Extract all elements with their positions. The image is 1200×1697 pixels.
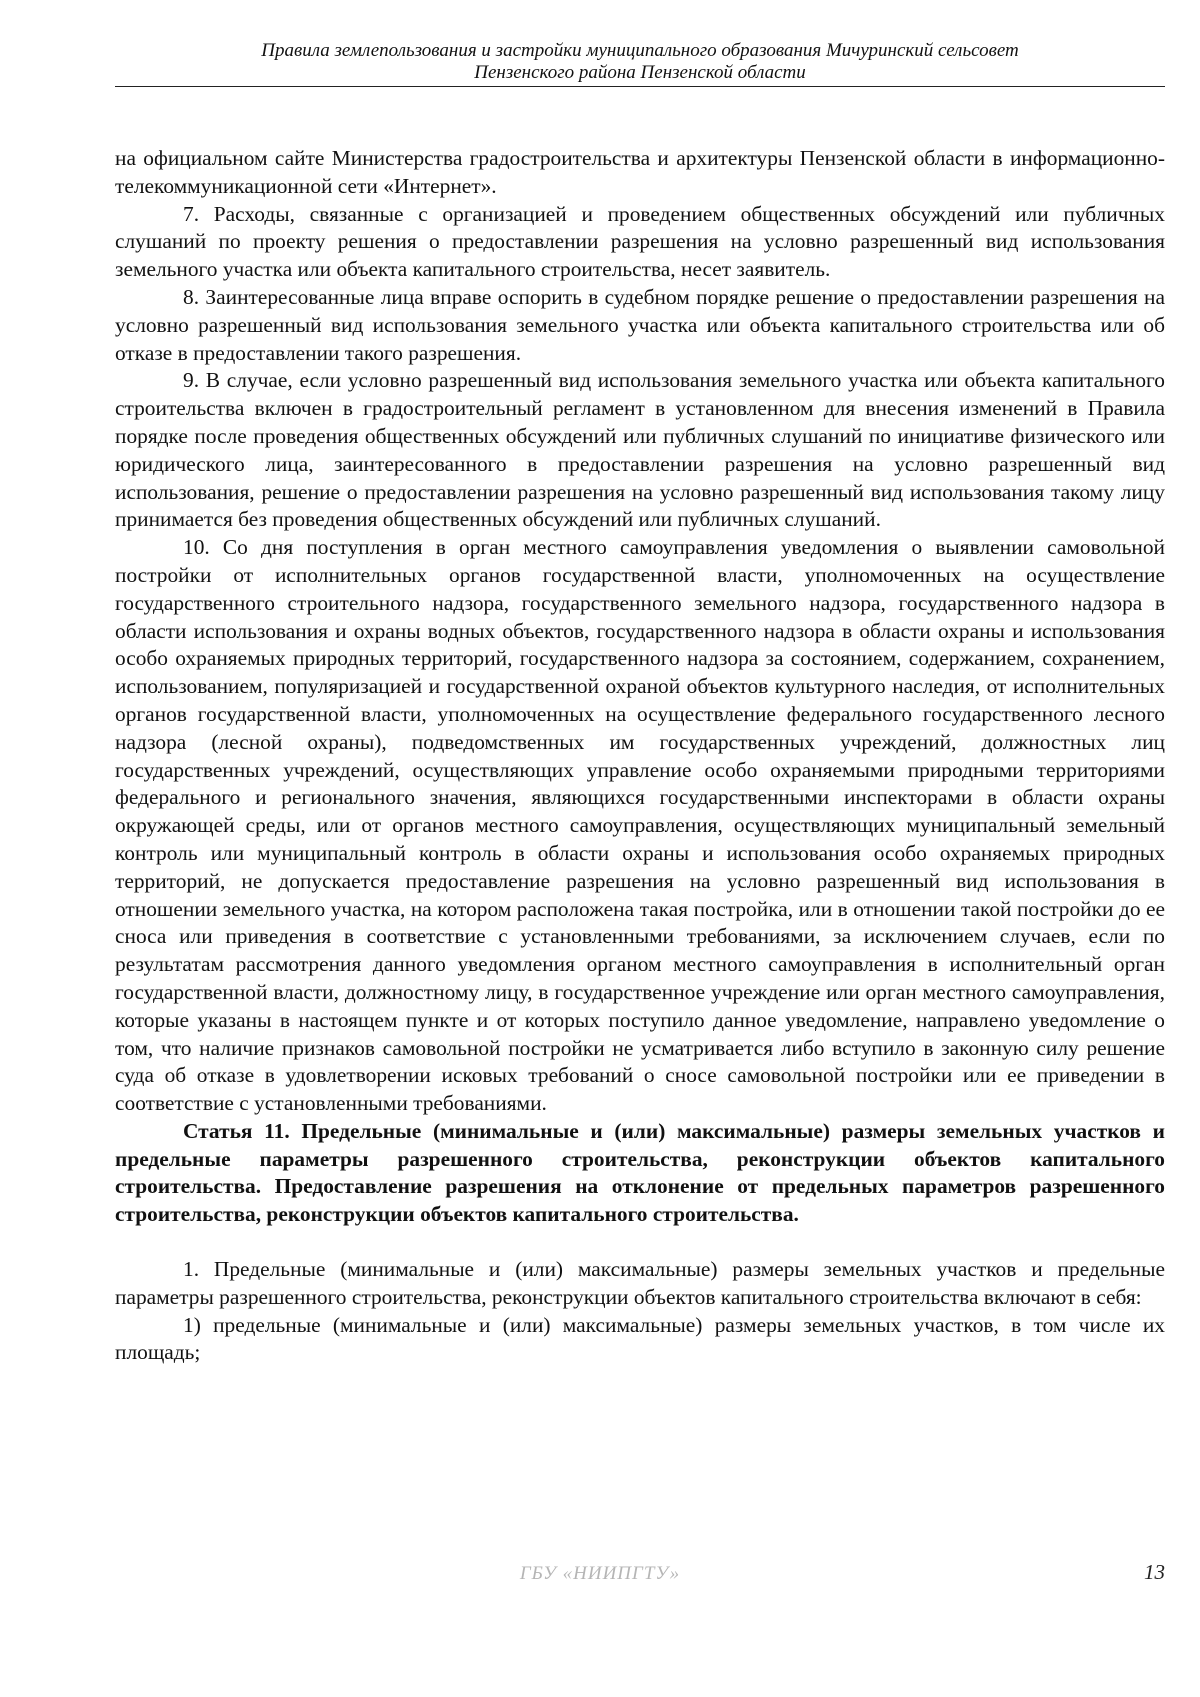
document-body [115, 145, 1165, 1367]
paragraph-continuation: на официальном сайте Министерства градостроительства и архитектуры Пензенской области в информационно-телекоммуникационной сети «Интернет». [115, 146, 1165, 198]
footer-organization: ГБУ «НИИПГТУ» [519, 1563, 681, 1584]
paragraph-article-item-1: 1. Предельные (минимальные и (или) максимальные) размеры земельных участков и предельные параметры разрешенного строительства, реконструкции объектов капитального строительства включают в себя: [115, 1257, 1165, 1309]
article-11-heading: Статья 11. Предельные (минимальные и (или) максимальные) размеры земельных участков и предельные параметры разрешенного строительства, реконструкции объектов капитального строительства. Предоставление разрешения на отклонение от предельных параметров разрешенного строительства, реконструкции объектов капитального строительства. [115, 1118, 1165, 1227]
running-header [115, 40, 1165, 87]
paragraph-item-9: 9. В случае, если условно разрешенный вид использования земельного участка или объекта капитального строительства включен в градостроительный регламент в установленном для внесения изменений в Правила порядке после проведения общественных обсуждений или публичных слушаний по инициативе физического или юридического лица, заинтересованного в предоставлении разрешения на условно разрешенный вид использования, решение о предоставлении разрешения на условно разрешенный вид использования такому лицу принимается без проведения общественных обсуждений или публичных слушаний. [115, 368, 1165, 532]
header-line-1: Правила землепользования и застройки муниципального образования Мичуринский сельсовет [261, 40, 1019, 61]
paragraph-item-7: 7. Расходы, связанные с организацией и проведением общественных обсуждений или публичных слушаний по проекту решения о предоставлении разрешения на условно разрешенный вид использования земельного участка или объекта капитального строительства, несет заявитель. [115, 201, 1165, 282]
paragraph-subitem-1: 1) предельные (минимальные и (или) максимальные) размеры земельных участков, в том числе их площадь; [115, 1312, 1165, 1365]
page-number: 13 [1144, 1560, 1165, 1584]
header-line-2: Пензенского района Пензенской области [474, 62, 806, 83]
paragraph-item-8: 8. Заинтересованные лица вправе оспорить в судебном порядке решение о предоставлении разрешения на условно разрешенный вид использования земельного участка или объекта капитального строительства или об отказе в предоставлении такого разрешения. [115, 284, 1165, 365]
paragraph-item-10: 10. Со дня поступления в орган местного самоуправления уведомления о выявлении самовольной постройки от исполнительных органов государственной власти, уполномоченных на осуществление государственного строительного надзора, государственного земельного надзора, государственного надзора в области использования и охраны водных объектов, государственного надзора в области охраны и использования особо охраняемых природных территорий, государственного надзора за состоянием, содержанием, сохранением, использованием, популяризацией и государственной охраной объектов культурного наследия, от исполнительных органов государственной власти, уполномоченных на осуществление федерального государственного лесного надзора (лесной охраны), подведомственных им государственных учреждений, должностных лиц государственных учреждений, осуществляющих управление особо охраняемыми природными территориями федерального и регионального значения, являющихся государственными инспекторами в области охраны окружающей среды, или от органов местного самоуправления, осуществляющих муниципальный земельный контроль или муниципальный контроль в области охраны и использования особо охраняемых природных территорий, не допускается предоставление разрешения на условно разрешенный вид использования в отношении земельного участка, на котором расположена такая постройка, или в отношении такой постройки до ее сноса или приведения в соответствие с установленными требованиями, за исключением случаев, если по результатам рассмотрения данного уведомления органом местного самоуправления в исполнительный орган государственной власти, должностному лицу, в государственное учреждение или орган местного самоуправления, которые указаны в настоящем пункте и от которых поступило данное уведомление, направлено уведомление о том, что наличие признаков самовольной постройки не усматривается либо вступило в законную силу решение суда об отказе в удовлетворении исковых требований о сносе самовольной постройки или ее приведении в соответствие с установленными требованиями. [115, 535, 1165, 1116]
